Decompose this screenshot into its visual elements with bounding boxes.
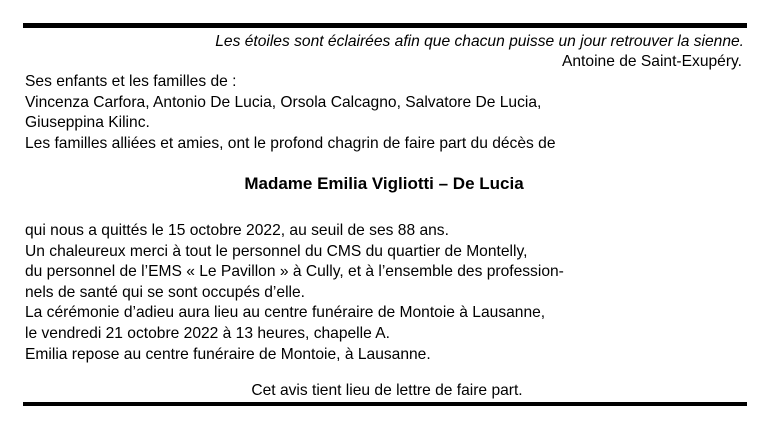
body-line: qui nous a quittés le 15 octobre 2022, au seuil de ses 88 ans. [25, 222, 449, 239]
epigraph-author: Antoine de Saint-Exupéry. [561, 53, 742, 70]
deceased-name-heading [0, 174, 774, 194]
intro-paragraph [25, 72, 556, 154]
body-line: du personnel de l’EMS « Le Pavillon » à Cully, et à l’ensemble des profession- [25, 263, 564, 281]
deceased-name: Madame Emilia Vigliotti – De Lucia [244, 174, 524, 193]
body-line: Un chaleureux merci à tout le personnel du CMS du quartier de Montelly, [25, 242, 528, 260]
body-paragraph [25, 221, 564, 365]
intro-line: Vincenza Carfora, Antonio De Lucia, Orsola Calcagno, Salvatore De Lucia, [25, 93, 542, 111]
body-line: nels de santé qui se sont occupés d’elle. [25, 283, 306, 301]
body-line: La cérémonie d’adieu aura lieu au centre funéraire de Montoie à Lausanne, [25, 304, 546, 322]
intro-line: Les familles alliées et amies, ont le profond chagrin de faire part du décès de [25, 134, 556, 152]
bottom-border-rule [23, 402, 747, 406]
epigraph-quote: Les étoiles sont éclairées afin que chacun puisse un jour retrouver la sienne. [215, 33, 744, 50]
top-border-rule [23, 23, 747, 28]
body-line: Emilia repose au centre funéraire de Montoie, à Lausanne. [25, 345, 431, 363]
intro-line: Ses enfants et les familles de : [25, 73, 237, 90]
closing-note: Cet avis tient lieu de lettre de faire part. [251, 382, 523, 399]
body-line: le vendredi 21 octobre 2022 à 13 heures, chapelle A. [25, 324, 390, 342]
intro-line: Giuseppina Kilinc. [25, 114, 150, 132]
